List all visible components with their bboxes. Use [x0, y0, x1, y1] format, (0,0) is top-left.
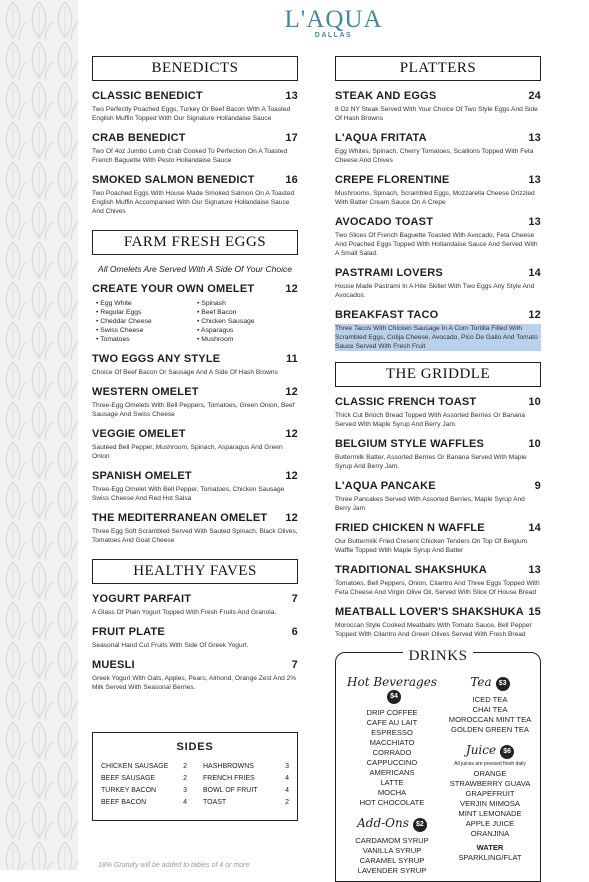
- item-price: 13: [528, 174, 541, 186]
- benedicts-list: [92, 90, 298, 216]
- item-header: [335, 132, 541, 145]
- brand-logo: [78, 6, 589, 39]
- hot-beverages-price: $4: [387, 690, 401, 704]
- drink-item: AMERICANS: [369, 768, 415, 777]
- eggs-list: [92, 353, 298, 545]
- item-name: SMOKED SALMON BENEDICT: [92, 174, 255, 186]
- side-name: FRENCH FRIES: [203, 775, 255, 782]
- drink-item: GOLDEN GREEN TEA: [451, 725, 529, 734]
- item-description: Choice Of Beef Bacon Or Sausage And A Side Of Hash Browns: [92, 369, 278, 376]
- item-header: [335, 309, 541, 322]
- item-price: 12: [285, 386, 298, 398]
- item-header: [92, 132, 298, 145]
- addons-list: [342, 836, 442, 876]
- menu-item: [92, 512, 298, 545]
- tea-list: [440, 695, 540, 735]
- item-name: VEGGIE OMELET: [92, 428, 186, 440]
- side-name: BOWL OF FRUIT: [203, 787, 258, 794]
- drink-item: VANILLA SYRUP: [362, 846, 422, 855]
- item-name: SPANISH OMELET: [92, 470, 192, 482]
- item-header: [335, 267, 541, 280]
- drink-item: ORANGE: [473, 769, 507, 778]
- menu-item: [92, 283, 298, 344]
- item-price: 12: [285, 428, 298, 440]
- side-item: [101, 773, 187, 785]
- section-title-healthy: HEALTHY FAVES: [92, 559, 298, 584]
- juice-list: [440, 769, 540, 839]
- menu-item: [335, 438, 541, 471]
- item-name: THE MEDITERRANEAN OMELET: [92, 512, 268, 524]
- platters-list: [335, 90, 541, 351]
- item-header: [335, 606, 541, 619]
- drink-item: CHAI TEA: [472, 705, 508, 714]
- item-name: TRADITIONAL SHAKSHUKA: [335, 564, 487, 576]
- item-name: FRUIT PLATE: [92, 626, 165, 638]
- item-header: [92, 470, 298, 483]
- drink-item: MACCHIATO: [369, 738, 415, 747]
- side-item: [101, 761, 187, 773]
- item-header: [92, 593, 298, 606]
- side-price: 2: [285, 799, 289, 806]
- item-description: Sautéed Bell Pepper, Mushroom, Spinach, Asparagus And Green Onion: [92, 444, 283, 460]
- item-price: 12: [285, 470, 298, 482]
- item-description: House Made Pastrami In A Hite Skillet With Two Eggs Any Style And Avocados.: [335, 283, 535, 299]
- drink-item: CORRADO: [372, 748, 412, 757]
- item-price: 10: [528, 396, 541, 408]
- drinks-box: [335, 648, 541, 882]
- side-price: 2: [183, 775, 187, 782]
- side-price: 3: [285, 763, 289, 770]
- menu-item: [335, 216, 541, 258]
- side-price: 2: [183, 763, 187, 770]
- drink-item: DRIP COFFEE: [366, 708, 418, 717]
- menu-item: [335, 309, 541, 351]
- menu-item: [92, 386, 298, 419]
- omelet-note: All Omelets Are Served With A Side Of Your Choice: [98, 264, 292, 274]
- item-name: CREATE YOUR OWN OMELET: [92, 283, 255, 295]
- item-header: [335, 174, 541, 187]
- menu-item: [92, 90, 298, 123]
- menu-item: [92, 659, 298, 692]
- drinks-right-column: [440, 675, 540, 863]
- drink-item: LATTE: [380, 778, 404, 787]
- drink-item: CARDAMOM SYRUP: [355, 836, 429, 845]
- tea-heading: Tea: [470, 675, 492, 689]
- omelet-option: • Regular Eggs: [96, 308, 197, 317]
- item-price: 17: [285, 132, 298, 144]
- item-header: [335, 396, 541, 409]
- item-description: Seasonal Hand Cut Fruits With Side Of Greek Yogurt.: [92, 642, 249, 649]
- decorative-leaf-pattern: [0, 0, 78, 870]
- drink-item: HOT CHOCOLATE: [359, 798, 425, 807]
- section-title-benedicts: BENEDICTS: [92, 56, 298, 81]
- menu-item: [335, 606, 541, 639]
- item-description: A Glass Of Plain Yogurt Topped With Fresh Fruits And Granola.: [92, 609, 277, 616]
- menu-item: [335, 564, 541, 597]
- item-price: 12: [285, 283, 298, 295]
- item-header: [92, 386, 298, 399]
- menu-item: [92, 174, 298, 216]
- item-price: 13: [528, 216, 541, 228]
- item-price: 13: [528, 132, 541, 144]
- omelet-options: [92, 299, 298, 344]
- drink-item: LAVENDER SYRUP: [357, 866, 427, 875]
- item-description: Two Of 4oz Jumbo Lumb Crab Cooked To Perfection On A Toasted French Baguette With Pesto Hollandaise Sauce: [92, 148, 288, 164]
- left-column: [92, 56, 298, 821]
- item-price: 14: [528, 522, 541, 534]
- sides-title: SIDES: [176, 741, 214, 753]
- item-price: 24: [528, 90, 541, 102]
- item-name: AVOCADO TOAST: [335, 216, 434, 228]
- item-name: BELGIUM STYLE WAFFLES: [335, 438, 485, 450]
- item-description: Three Tacos With Chicken Sausage In A Corn Tortilla Filled With Scrambled Eggs, Cotija Cheese, Avocado, Pico De Gallo And Tomato Sauce Served With Fresh Fruit: [335, 324, 541, 351]
- omelet-option: • Mushroom: [197, 335, 298, 344]
- item-description: Egg Whites, Spinach, Cherry Tomatoes, Scallions Topped With Feta Cheese And Chives: [335, 148, 534, 164]
- healthy-list: [92, 593, 298, 692]
- side-name: BEEF BACON: [101, 799, 147, 806]
- brand-name: L'AQUA: [284, 6, 383, 33]
- side-price: 4: [183, 799, 187, 806]
- drink-item: STRAWBERRY GUAVA: [449, 779, 531, 788]
- menu-item: [335, 267, 541, 300]
- water-list: [440, 853, 540, 863]
- item-name: BREAKFAST TACO: [335, 309, 439, 321]
- side-item: [203, 773, 289, 785]
- drink-item: GRAPEFRUIT: [465, 789, 515, 798]
- item-description: Moroccan Style Cooked Meatballs With Tomato Sauce, Bell Pepper Topped With Cilantro And Green Olives Served With Fresh Bread: [335, 622, 532, 638]
- menu-item: [92, 470, 298, 503]
- item-price: 13: [528, 564, 541, 576]
- drink-item: ESPRESSO: [371, 728, 413, 737]
- item-description: Our Buttermilk Fried Cresent Chicken Tenders On Top Of Belgium Waffle Topped With Maple Syrup And Batter: [335, 538, 528, 554]
- item-name: CLASSIC FRENCH TOAST: [335, 396, 477, 408]
- sides-box: [92, 732, 298, 821]
- addons-heading: Add-Ons: [357, 816, 409, 830]
- drink-item: MINT LEMONADE: [458, 809, 522, 818]
- item-price: 16: [285, 174, 298, 186]
- item-description: Mushrooms, Spinach, Scrambled Eggs, Mozzarella Cheese Drizzled With Batter Cream Sauce On A Crepe: [335, 190, 535, 206]
- menu-item: [335, 90, 541, 123]
- item-price: 11: [285, 353, 298, 365]
- omelet-option: • Cheddar Cheese: [96, 317, 197, 326]
- drink-item: MOCHA: [377, 788, 407, 797]
- omelet-option: • Tomatoes: [96, 335, 197, 344]
- menu-item: [335, 522, 541, 555]
- item-name: L'AQUA FRITATA: [335, 132, 427, 144]
- item-price: 7: [291, 593, 298, 605]
- item-header: [335, 216, 541, 229]
- item-header: [92, 512, 298, 525]
- menu-item: [335, 132, 541, 165]
- item-header: [335, 480, 541, 493]
- item-name: L'AQUA PANCAKE: [335, 480, 436, 492]
- item-header: [92, 428, 298, 441]
- item-description: Three-Egg Omelets With Bell Peppers, Tomatoes, Green Onion, Beef Sausage And Swiss Cheese: [92, 402, 295, 418]
- brand-city: DALLAS: [314, 32, 353, 39]
- juice-note: All juices are pressed fresh daily: [454, 761, 526, 767]
- item-description: Two Poached Eggs With House Made Smoked Salmon On A Toasted English Muffin Accompanied With Our Signature Hollandaise Sauce And Chives: [92, 190, 295, 215]
- drinks-title: DRINKS: [403, 648, 474, 665]
- side-item: [203, 785, 289, 797]
- item-name: CLASSIC BENEDICT: [92, 90, 203, 102]
- item-name: TWO EGGS ANY STYLE: [92, 353, 221, 365]
- hot-beverages-list: [342, 708, 442, 808]
- item-description: Greek Yogurt With Oats, Apples, Pears, Almond, Orange Zest And 2% Milk Served With Seasonal Berries.: [92, 675, 297, 691]
- item-header: [92, 353, 298, 366]
- section-title-eggs: FARM FRESH EGGS: [92, 230, 298, 255]
- item-description: 8 Oz NY Steak Served With Your Choice Of Two Style Eggs And Side Of Hash Browns: [335, 106, 538, 122]
- item-header: [335, 522, 541, 535]
- side-item: [203, 797, 289, 809]
- hot-beverages-heading: Hot Beverages: [347, 675, 437, 689]
- section-title-griddle: THE GRIDDLE: [335, 362, 541, 387]
- drink-item: VERJIN MIMOSA: [460, 799, 520, 808]
- menu-item: [92, 593, 298, 617]
- item-description: Three Pancakes Served With Assorted Berries, Maple Syrup And Berry Jam: [335, 496, 525, 512]
- menu-item: [92, 353, 298, 377]
- right-column: [335, 56, 541, 639]
- item-header: [92, 659, 298, 672]
- item-name: STEAK AND EGGS: [335, 90, 437, 102]
- menu-item: [92, 428, 298, 461]
- drink-item: MOROCCAN MINT TEA: [448, 715, 532, 724]
- item-header: [335, 90, 541, 103]
- omelet-option: • Chicken Sausage: [197, 317, 298, 326]
- side-name: HASHBROWNS: [203, 763, 254, 770]
- item-price: 13: [285, 90, 298, 102]
- item-price: 12: [528, 309, 541, 321]
- item-description: Two Slices Of French Baguette Toasted With Avocado, Feta Cheese And Poached Eggs Topped With Hollandaise Sauce And Served With A Small Salad.: [335, 232, 538, 257]
- item-description: Three-Egg Omelet With Bell Pepper, Tomatoes, Chicken Sausage Swiss Cheese And Red Hot Salsa: [92, 486, 285, 502]
- addons-price: $2: [413, 818, 427, 832]
- drink-item: CAPPUCCINO: [366, 758, 418, 767]
- drink-item: SPARKLING/FLAT: [458, 853, 522, 862]
- item-name: PASTRAMI LOVERS: [335, 267, 443, 279]
- item-header: [92, 90, 298, 103]
- side-name: TOAST: [203, 799, 227, 806]
- omelet-option: • Swiss Cheese: [96, 326, 197, 335]
- item-name: FRIED CHICKEN N WAFFLE: [335, 522, 485, 534]
- item-name: MUESLI: [92, 659, 135, 671]
- item-header: [335, 438, 541, 451]
- side-item: [101, 785, 187, 797]
- item-name: MEATBALL LOVER'S SHAKSHUKA: [335, 606, 524, 618]
- item-price: 14: [528, 267, 541, 279]
- water-heading: WATER: [476, 843, 504, 852]
- side-name: CHICKEN SAUSAGE: [101, 763, 169, 770]
- menu-item: [335, 396, 541, 429]
- item-header: [92, 174, 298, 187]
- item-header: [335, 564, 541, 577]
- menu-item: [335, 480, 541, 513]
- item-description: Two Perfectly Poached Eggs, Turkey Or Beef Bacon With A Toasted English Muffin Topped With Our Signature Hollandaise Sauce: [92, 106, 291, 122]
- side-item: [101, 797, 187, 809]
- item-description: Tomatoes, Bell Peppers, Onion, Cilantro And Three Eggs Topped With Feta Cheese And Virgin Olive Oil, Served With Slice Of House Bread: [335, 580, 540, 596]
- drink-item: ICED TEA: [472, 695, 508, 704]
- gratuity-note: 18% Gratuity will be added to tables of 4 or more: [98, 862, 250, 869]
- sides-right: [203, 761, 289, 809]
- item-description: Three Egg Soft Scrambled Served With Sauted Spinach, Black Olives, Tomatoes And Goat Cheese: [92, 528, 298, 544]
- drink-item: ORANJINA: [470, 829, 510, 838]
- side-price: 4: [285, 775, 289, 782]
- side-price: 3: [183, 787, 187, 794]
- omelet-option: • Asparagus: [197, 326, 298, 335]
- omelet-option: • Beef Bacon: [197, 308, 298, 317]
- item-price: 7: [291, 659, 298, 671]
- item-price: 15: [528, 606, 541, 618]
- item-header: [92, 626, 298, 639]
- menu-item: [92, 626, 298, 650]
- side-name: BEEF SAUSAGE: [101, 775, 156, 782]
- section-title-platters: PLATTERS: [335, 56, 541, 81]
- drink-item: APPLE JUICE: [465, 819, 515, 828]
- item-price: 12: [285, 512, 298, 524]
- side-item: [203, 761, 289, 773]
- griddle-list: [335, 396, 541, 639]
- side-name: TURKEY BACON: [101, 787, 157, 794]
- item-name: WESTERN OMELET: [92, 386, 199, 398]
- item-name: CREPE FLORENTINE: [335, 174, 450, 186]
- item-description: Buttermilk Batter, Assorted Berries Or Banana Served With Maple Syrup And Berry Jam.: [335, 454, 527, 470]
- drink-item: CAFE AU LAIT: [366, 718, 418, 727]
- side-price: 4: [285, 787, 289, 794]
- omelet-option: • Spinash: [197, 299, 298, 308]
- drinks-left-column: [342, 675, 442, 876]
- tea-price: $3: [496, 677, 510, 691]
- item-name: CRAB BENEDICT: [92, 132, 186, 144]
- item-description: Thick Cut Brioch Bread Topped With Assorted Berries Or Banana Served With Maple Syrup And Berry Jam.: [335, 412, 526, 428]
- juice-heading: Juice: [465, 743, 497, 757]
- item-name: YOGURT PARFAIT: [92, 593, 192, 605]
- menu-page: [78, 0, 589, 875]
- drink-item: CARAMEL SYRUP: [359, 856, 425, 865]
- item-price: 9: [534, 480, 541, 492]
- menu-item: [335, 174, 541, 207]
- sides-left: [101, 761, 187, 809]
- omelet-option: • Egg White: [96, 299, 197, 308]
- juice-price: $6: [500, 745, 514, 759]
- menu-item: [92, 132, 298, 165]
- item-price: 10: [528, 438, 541, 450]
- item-price: 6: [291, 626, 298, 638]
